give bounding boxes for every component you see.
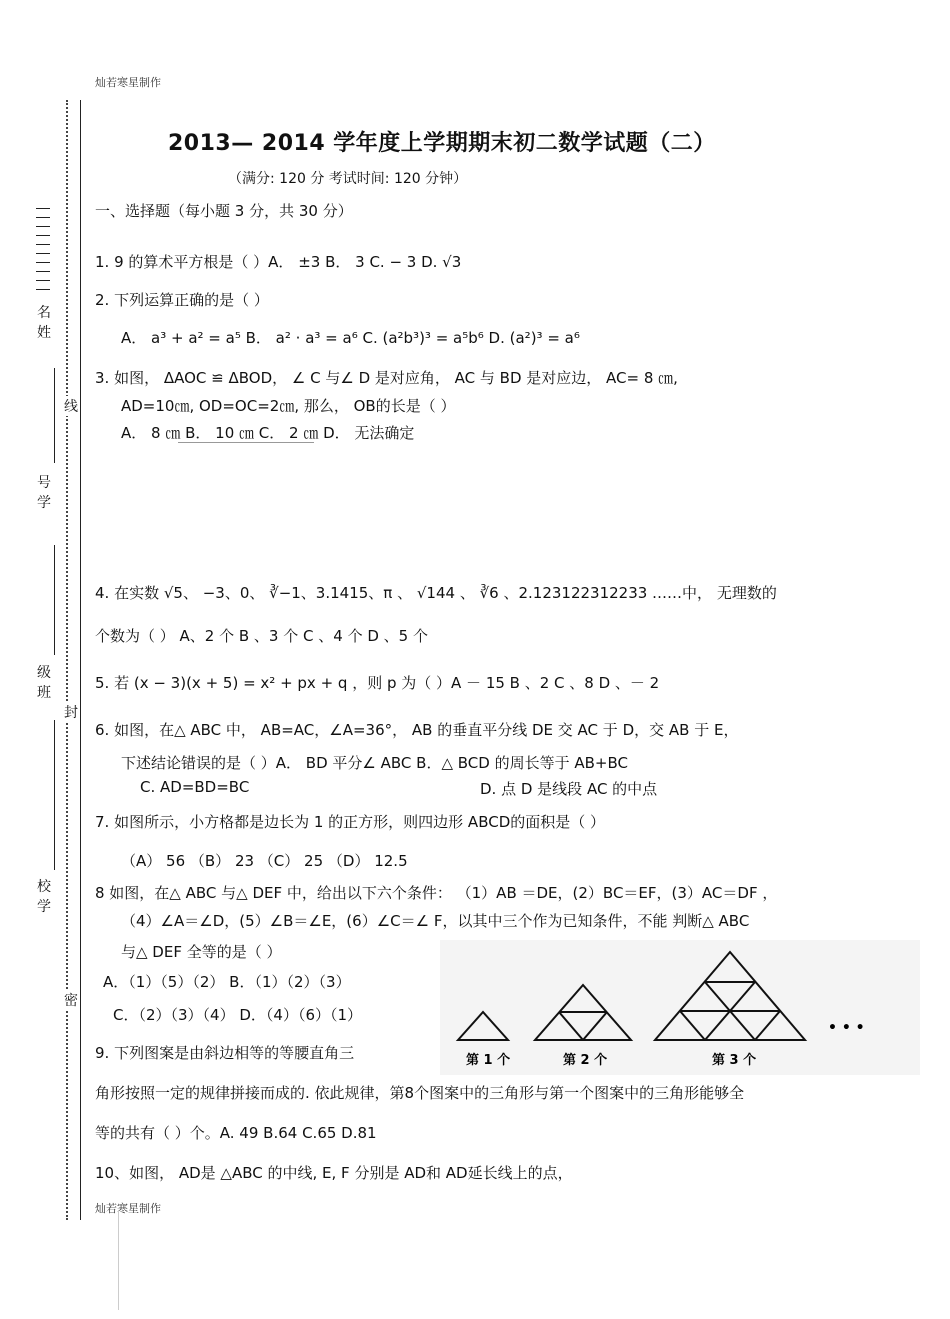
question-4-line-2: 个数为（ ） A、2 个 B 、3 个 C 、4 个 D 、5 个 (95, 627, 428, 645)
binding-rule (80, 100, 81, 1220)
question-9-line-1: 9. 下列图案是由斜边相等的等腰直角三 (95, 1044, 355, 1062)
seal-line-char: 线 (64, 396, 78, 416)
triangle-pattern-svg (440, 940, 920, 1075)
pattern-3-label: 第 3 个 (712, 1053, 757, 1068)
margin-number-char-1: 号 (37, 475, 51, 491)
class-field-line (54, 545, 55, 655)
question-8-line-1: 8 如图，在△ ABC 与△ DEF 中，给出以下六个条件： （1）AB ＝DE，(2）BC＝EF，(3）AC＝DF ， (95, 884, 778, 902)
question-6-option-d: D. 点 D 是线段 AC 的中点 (480, 780, 658, 798)
footer-watermark: 灿若寒星制作 (95, 1202, 161, 1215)
pattern-2-label: 第 2 个 (563, 1053, 608, 1068)
page-subtitle: （满分: 120 分 考试时间: 120 分钟） (228, 171, 468, 187)
question-9-line-2: 角形按照一定的规律拼接而成的. 依此规律，第8个图案中的三角形与第一个图案中的三角形能够全 (95, 1084, 745, 1102)
pattern-1-triangle (458, 1012, 508, 1040)
question-2-stem: 2. 下列运算正确的是（ ） (95, 291, 269, 309)
header-watermark: 灿若寒星制作 (95, 76, 161, 89)
margin-class-char-1: 级 (37, 665, 51, 681)
binding-dotted-line (66, 100, 68, 1220)
question-1: 1. 9 的算术平方根是（ ）A． ±3 B． 3 C. − 3 D. √3 (95, 253, 462, 271)
question-3-line-1: 3. 如图， ΔAOC ≌ ΔBOD， ∠ C 与∠ D 是对应角， AC 与 BD 是对应边， AC= 8 ㎝, (95, 369, 678, 387)
pattern-continuation-dots: • • • (828, 1020, 865, 1036)
margin-name-char-2: 姓 (37, 325, 51, 341)
triangle-pattern-figure (440, 940, 920, 1075)
margin-school-char-2: 学 (37, 899, 51, 915)
question-8-options-ab: A．（1）（5）（2） B．（1）（2）（3） (103, 973, 351, 991)
question-3-underline (178, 442, 314, 443)
margin-class-char-2: 班 (37, 685, 51, 701)
question-4-line-1: 4. 在实数 √5、 −3、0、 ∛−1、3.1415、π 、 √144 、 ∛6 、2.123122312233 ……中， 无理数的 (95, 584, 777, 602)
name-underline (36, 208, 50, 299)
question-8-line-2: （4）∠A＝∠D，(5）∠B＝∠E，(6）∠C＝∠ F，以其中三个作为已知条件，不能 判断△ ABC (121, 912, 750, 930)
pattern-3-outer (655, 952, 805, 1040)
question-3-line-2: AD=10㎝, OD=OC=2㎝, 那么， OB的长是（ ） (121, 397, 456, 415)
question-8-line-3: 与△ DEF 全等的是（ ） (121, 943, 282, 961)
question-7-stem: 7. 如图所示，小方格都是边长为 1 的正方形，则四边形 ABCD的面积是（ ） (95, 813, 606, 831)
margin-number-char-2: 学 (37, 495, 51, 511)
margin-school-char-1: 校 (37, 879, 51, 895)
question-8-options-cd: C．（2）（3）（4） D．（4）（6）（1） (113, 1006, 363, 1024)
seal-secret-char: 密 (64, 990, 78, 1010)
pattern-1-label: 第 1 个 (466, 1053, 511, 1068)
question-10: 10、如图， AD是 △ABC 的中线, E, F 分别是 AD和 AD延长线上的点， (95, 1164, 573, 1182)
question-7-options: （A） 56 （B） 23 （C） 25 （D） 12.5 (121, 852, 408, 870)
number-field-line (54, 368, 55, 463)
section-heading: 一、选择题（每小题 3 分，共 30 分） (95, 202, 353, 220)
margin-name-char-1: 名 (37, 305, 51, 321)
page-edge-rule (118, 1210, 119, 1310)
question-6-line-2: 下述结论错误的是（ ）A． BD 平分∠ ABC B．△ BCD 的周长等于 AB+BC (121, 754, 628, 772)
question-9-line-3: 等的共有（ ）个。A. 49 B.64 C.65 D.81 (95, 1124, 377, 1142)
seal-seal-char: 封 (64, 702, 78, 722)
page-title: 2013— 2014 学年度上学期期末初二数学试题（二） (168, 131, 716, 156)
school-field-line (54, 720, 55, 870)
question-2-options: A． a³ + a² = a⁵ B． a² · a³ = a⁶ C. (a²b³)³ = a⁵b⁶ D. (a²)³ = a⁶ (121, 329, 580, 347)
question-6-line-1: 6. 如图，在△ ABC 中， AB=AC，∠A=36°， AB 的垂直平分线 DE 交 AC 于 D，交 AB 于 E， (95, 721, 739, 739)
question-3-options: A． 8 ㎝ B． 10 ㎝ C． 2 ㎝ D． 无法确定 (121, 424, 415, 442)
question-5: 5. 若 (x − 3)(x + 5) = x² + px + q ，则 p 为（ ）A － 15 B 、2 C 、8 D 、－ 2 (95, 674, 660, 692)
question-6-option-c: C. AD=BD=BC (140, 778, 250, 796)
